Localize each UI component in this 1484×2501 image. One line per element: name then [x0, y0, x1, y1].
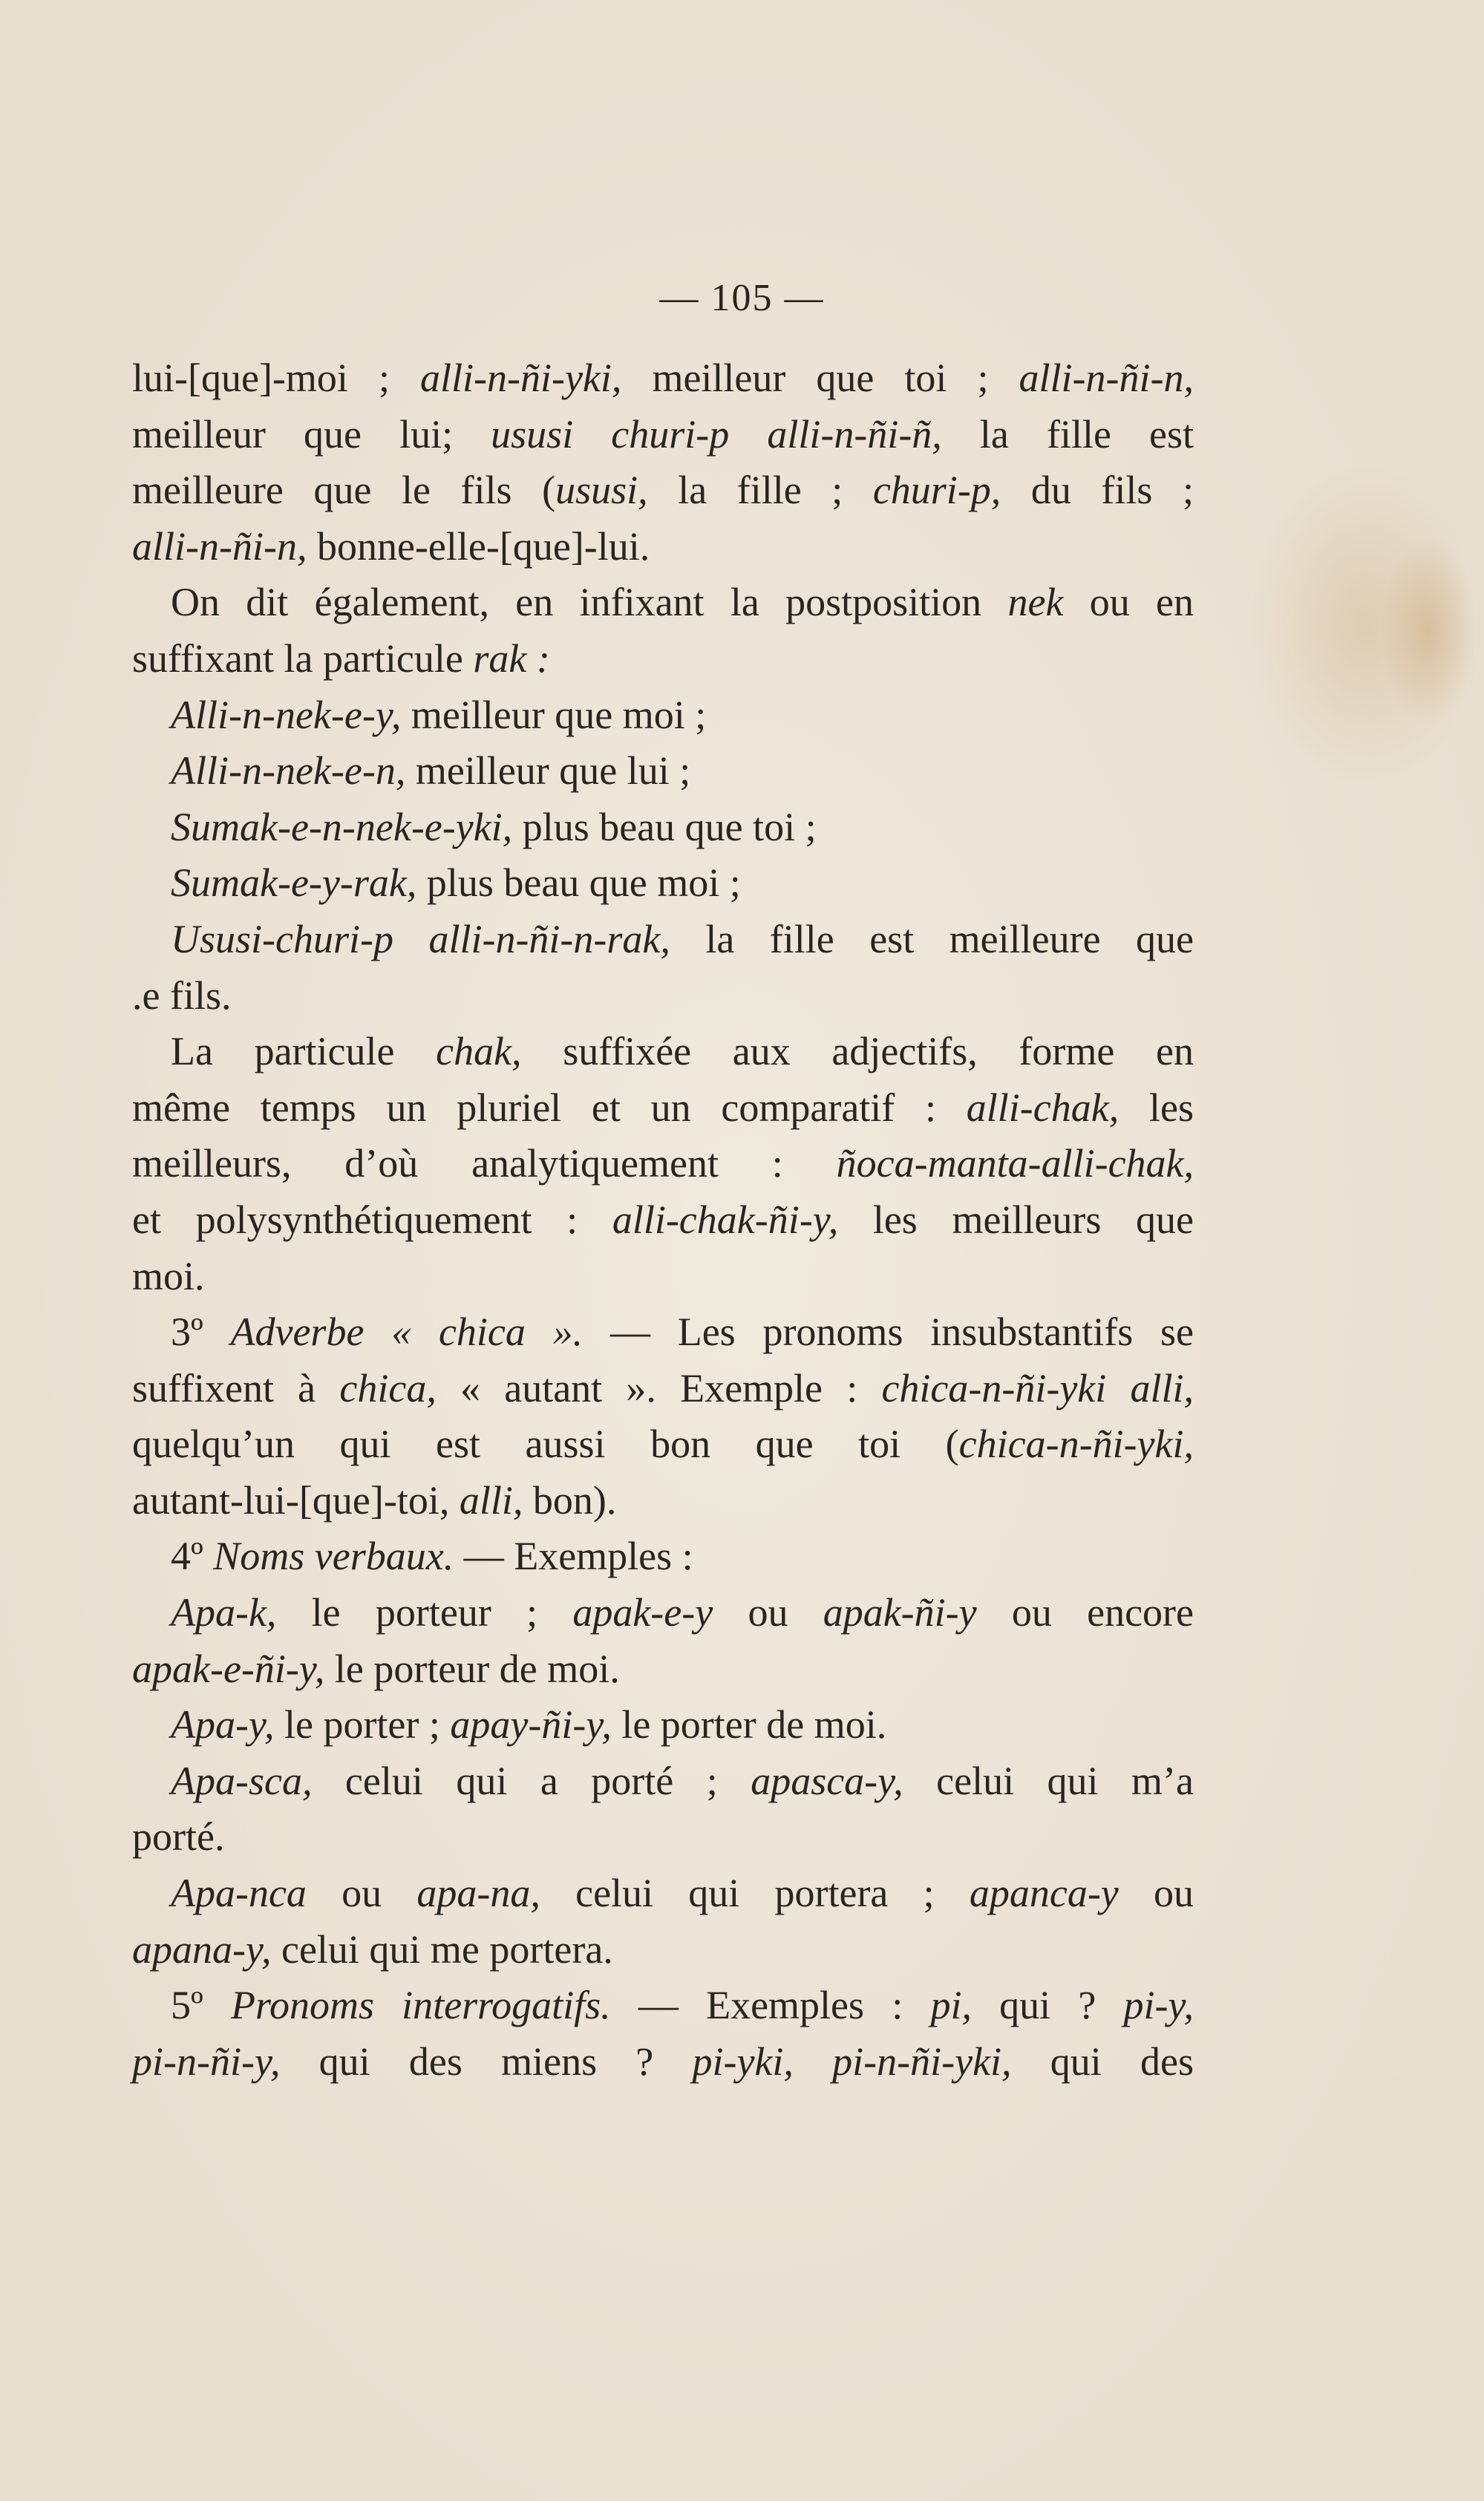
text-segment: 4º [171, 1534, 214, 1579]
text-line [132, 1473, 1194, 1529]
italic-term: Alli-n-nek-e-y, [171, 692, 402, 737]
text-line [132, 743, 1194, 800]
text-segment: suffixée aux adjectifs, forme en [521, 1029, 1194, 1074]
text-line [132, 687, 1194, 744]
text-segment: porté. [132, 1814, 225, 1860]
text-segment: la fille est meilleure que [670, 916, 1194, 961]
text-line [132, 1080, 1194, 1137]
text-segment: ou [713, 1590, 823, 1635]
text-segment: qui des miens ? [280, 2039, 693, 2084]
italic-term: apak-e-ñi-y, [132, 1646, 325, 1691]
text-segment: le porteur de moi. [324, 1646, 620, 1691]
text-segment: — Exemples : [454, 1534, 693, 1579]
text-segment: le porter de moi. [611, 1702, 887, 1748]
italic-term: ñoca-manta-alli-chak, [836, 1141, 1194, 1186]
text-segment: même temps un pluriel et un comparatif : [132, 1085, 967, 1130]
italic-term: Sumak-e-y-rak, [171, 860, 417, 906]
text-line [132, 575, 1194, 631]
text-line [132, 1866, 1194, 1922]
text-segment: qui ? [971, 1983, 1124, 2028]
italic-term: Pronoms interrogatifs. [230, 1983, 611, 2028]
text-segment: lui-[que]-moi ; [132, 356, 420, 400]
text-line [132, 350, 1194, 407]
italic-term: apak-e-y [572, 1590, 713, 1635]
italic-term: pi, [930, 1983, 972, 2028]
italic-term: chica, [339, 1365, 437, 1410]
italic-term: alli-chak, [966, 1085, 1119, 1130]
text-line [132, 407, 1194, 463]
text-segment: meilleur que toi ; [621, 356, 1019, 400]
text-segment: bon). [523, 1477, 617, 1523]
text-line [132, 1024, 1194, 1080]
italic-term: alli-n-ñi-n, [1019, 356, 1194, 400]
text-line [132, 1922, 1194, 1978]
text-segment: le porter ; [274, 1702, 451, 1748]
text-segment: et polysynthétiquement : [132, 1197, 612, 1242]
italic-term: Apa-y, [171, 1702, 275, 1748]
text-segment: celui qui a porté ; [312, 1758, 751, 1803]
italic-term: Adverbe « chica ». [230, 1310, 584, 1355]
italic-term: apasca-y, [751, 1758, 903, 1803]
text-segment: .e fils. [132, 972, 232, 1018]
italic-term: alli-n-ñi-n, [132, 523, 307, 569]
italic-term: alli, [459, 1477, 523, 1523]
italic-term: nek [1007, 580, 1064, 625]
text-segment: celui qui m’a [903, 1758, 1194, 1803]
italic-term: ususi churi-p alli-n-ñi-ñ, [491, 411, 942, 457]
italic-term: apak-ñi-y [823, 1590, 977, 1635]
text-line [132, 1978, 1194, 2034]
text-segment: autant-lui-[que]-toi, [132, 1477, 460, 1523]
text-line [132, 1416, 1194, 1473]
text-line [132, 1529, 1194, 1585]
text-segment: suffixent à [132, 1365, 340, 1410]
text-line [132, 1136, 1194, 1192]
text-segment: celui qui portera ; [540, 1871, 970, 1916]
text-segment: du fils ; [1001, 468, 1194, 513]
text-segment: plus beau que moi ; [416, 860, 741, 906]
text-segment: moi. [132, 1253, 205, 1298]
text-segment: qui des [1011, 2039, 1194, 2084]
text-segment: ou [1118, 1871, 1194, 1916]
italic-term: Sumak-e-n-nek-e-yki, [171, 804, 513, 849]
text-line [132, 1361, 1194, 1417]
italic-term: Apa-k, [171, 1590, 277, 1635]
italic-term: chak, [436, 1029, 522, 1074]
text-line [132, 462, 1194, 519]
text-line [132, 631, 1194, 687]
text-segment: 3º [171, 1310, 231, 1355]
italic-term: chica-n-ñi-yki alli, [881, 1365, 1194, 1410]
italic-term: alli-n-ñi-yki, [420, 356, 622, 400]
text-line [132, 800, 1194, 856]
text-segment: meilleure que le fils ( [132, 468, 556, 513]
italic-term: Alli-n-nek-e-n, [171, 748, 406, 794]
text-segment: meilleurs, d’où analytiquement : [132, 1141, 837, 1186]
text-segment: le porteur ; [276, 1590, 573, 1635]
italic-term: Apa-nca [171, 1871, 307, 1916]
italic-term: ususi, [555, 468, 648, 513]
text-line [132, 1585, 1194, 1641]
italic-term: Noms verbaux. [213, 1534, 454, 1579]
italic-term: pi-y, [1123, 1983, 1194, 2028]
text-segment: 5º [171, 1983, 231, 2028]
text-segment: La particule [171, 1029, 437, 1074]
text-line [132, 912, 1194, 968]
text-segment: On dit également, en infixant la postposition [171, 580, 1008, 625]
italic-term: apanca-y [969, 1871, 1119, 1916]
text-line [132, 1753, 1194, 1810]
text-segment: — Les pronoms insubstantifs se [583, 1310, 1194, 1355]
italic-term: apa-na, [416, 1871, 540, 1916]
text-line [132, 855, 1194, 912]
page-number: — 105 — [659, 277, 825, 319]
text-line [132, 1304, 1194, 1361]
text-segment: — Exemples : [610, 1983, 931, 2028]
text-line [132, 1249, 1194, 1305]
text-segment: celui qui me portera. [271, 1926, 613, 1972]
text-line [132, 519, 1194, 575]
text-segment: la fille est [941, 411, 1194, 457]
italic-term: pi-yki, pi-n-ñi-yki, [692, 2039, 1012, 2084]
text-line [132, 1641, 1194, 1698]
text-segment: les meilleurs que [838, 1197, 1194, 1242]
italic-term: Ususi-churi-p alli-n-ñi-n-rak, [171, 916, 670, 961]
italic-term: rak : [473, 635, 550, 681]
text-segment: meilleur que lui ; [405, 748, 691, 794]
text-line [132, 968, 1194, 1024]
text-line [132, 1697, 1194, 1753]
text-segment: la fille ; [647, 468, 873, 513]
text-segment: bonne-elle-[que]-lui. [307, 523, 650, 569]
italic-term: apay-ñi-y, [450, 1702, 612, 1748]
text-segment: « autant ». Exemple : [436, 1365, 882, 1410]
text-segment: ou [306, 1871, 417, 1916]
text-segment: plus beau que toi ; [512, 804, 817, 849]
text-line [132, 1192, 1194, 1249]
text-segment: les [1119, 1085, 1194, 1130]
text-line [132, 1809, 1194, 1866]
text-segment: meilleur que moi ; [401, 692, 707, 737]
text-segment: quelqu’un qui est aussi bon que toi ( [132, 1422, 959, 1467]
italic-term: chica-n-ñi-yki, [958, 1422, 1194, 1467]
paper-stain [1381, 534, 1477, 728]
italic-term: alli-chak-ñi-y, [612, 1197, 839, 1242]
text-segment: ou en [1063, 580, 1194, 625]
text-segment: ou encore [976, 1590, 1194, 1635]
italic-term: apana-y, [132, 1926, 272, 1972]
body-text [132, 350, 1194, 2090]
italic-term: Apa-sca, [171, 1758, 313, 1803]
text-segment: meilleur que lui; [132, 411, 491, 457]
text-segment: suffixant la particule [132, 635, 474, 681]
text-line [132, 2034, 1194, 2090]
italic-term: churi-p, [872, 468, 1001, 513]
italic-term: pi-n-ñi-y, [132, 2039, 281, 2084]
